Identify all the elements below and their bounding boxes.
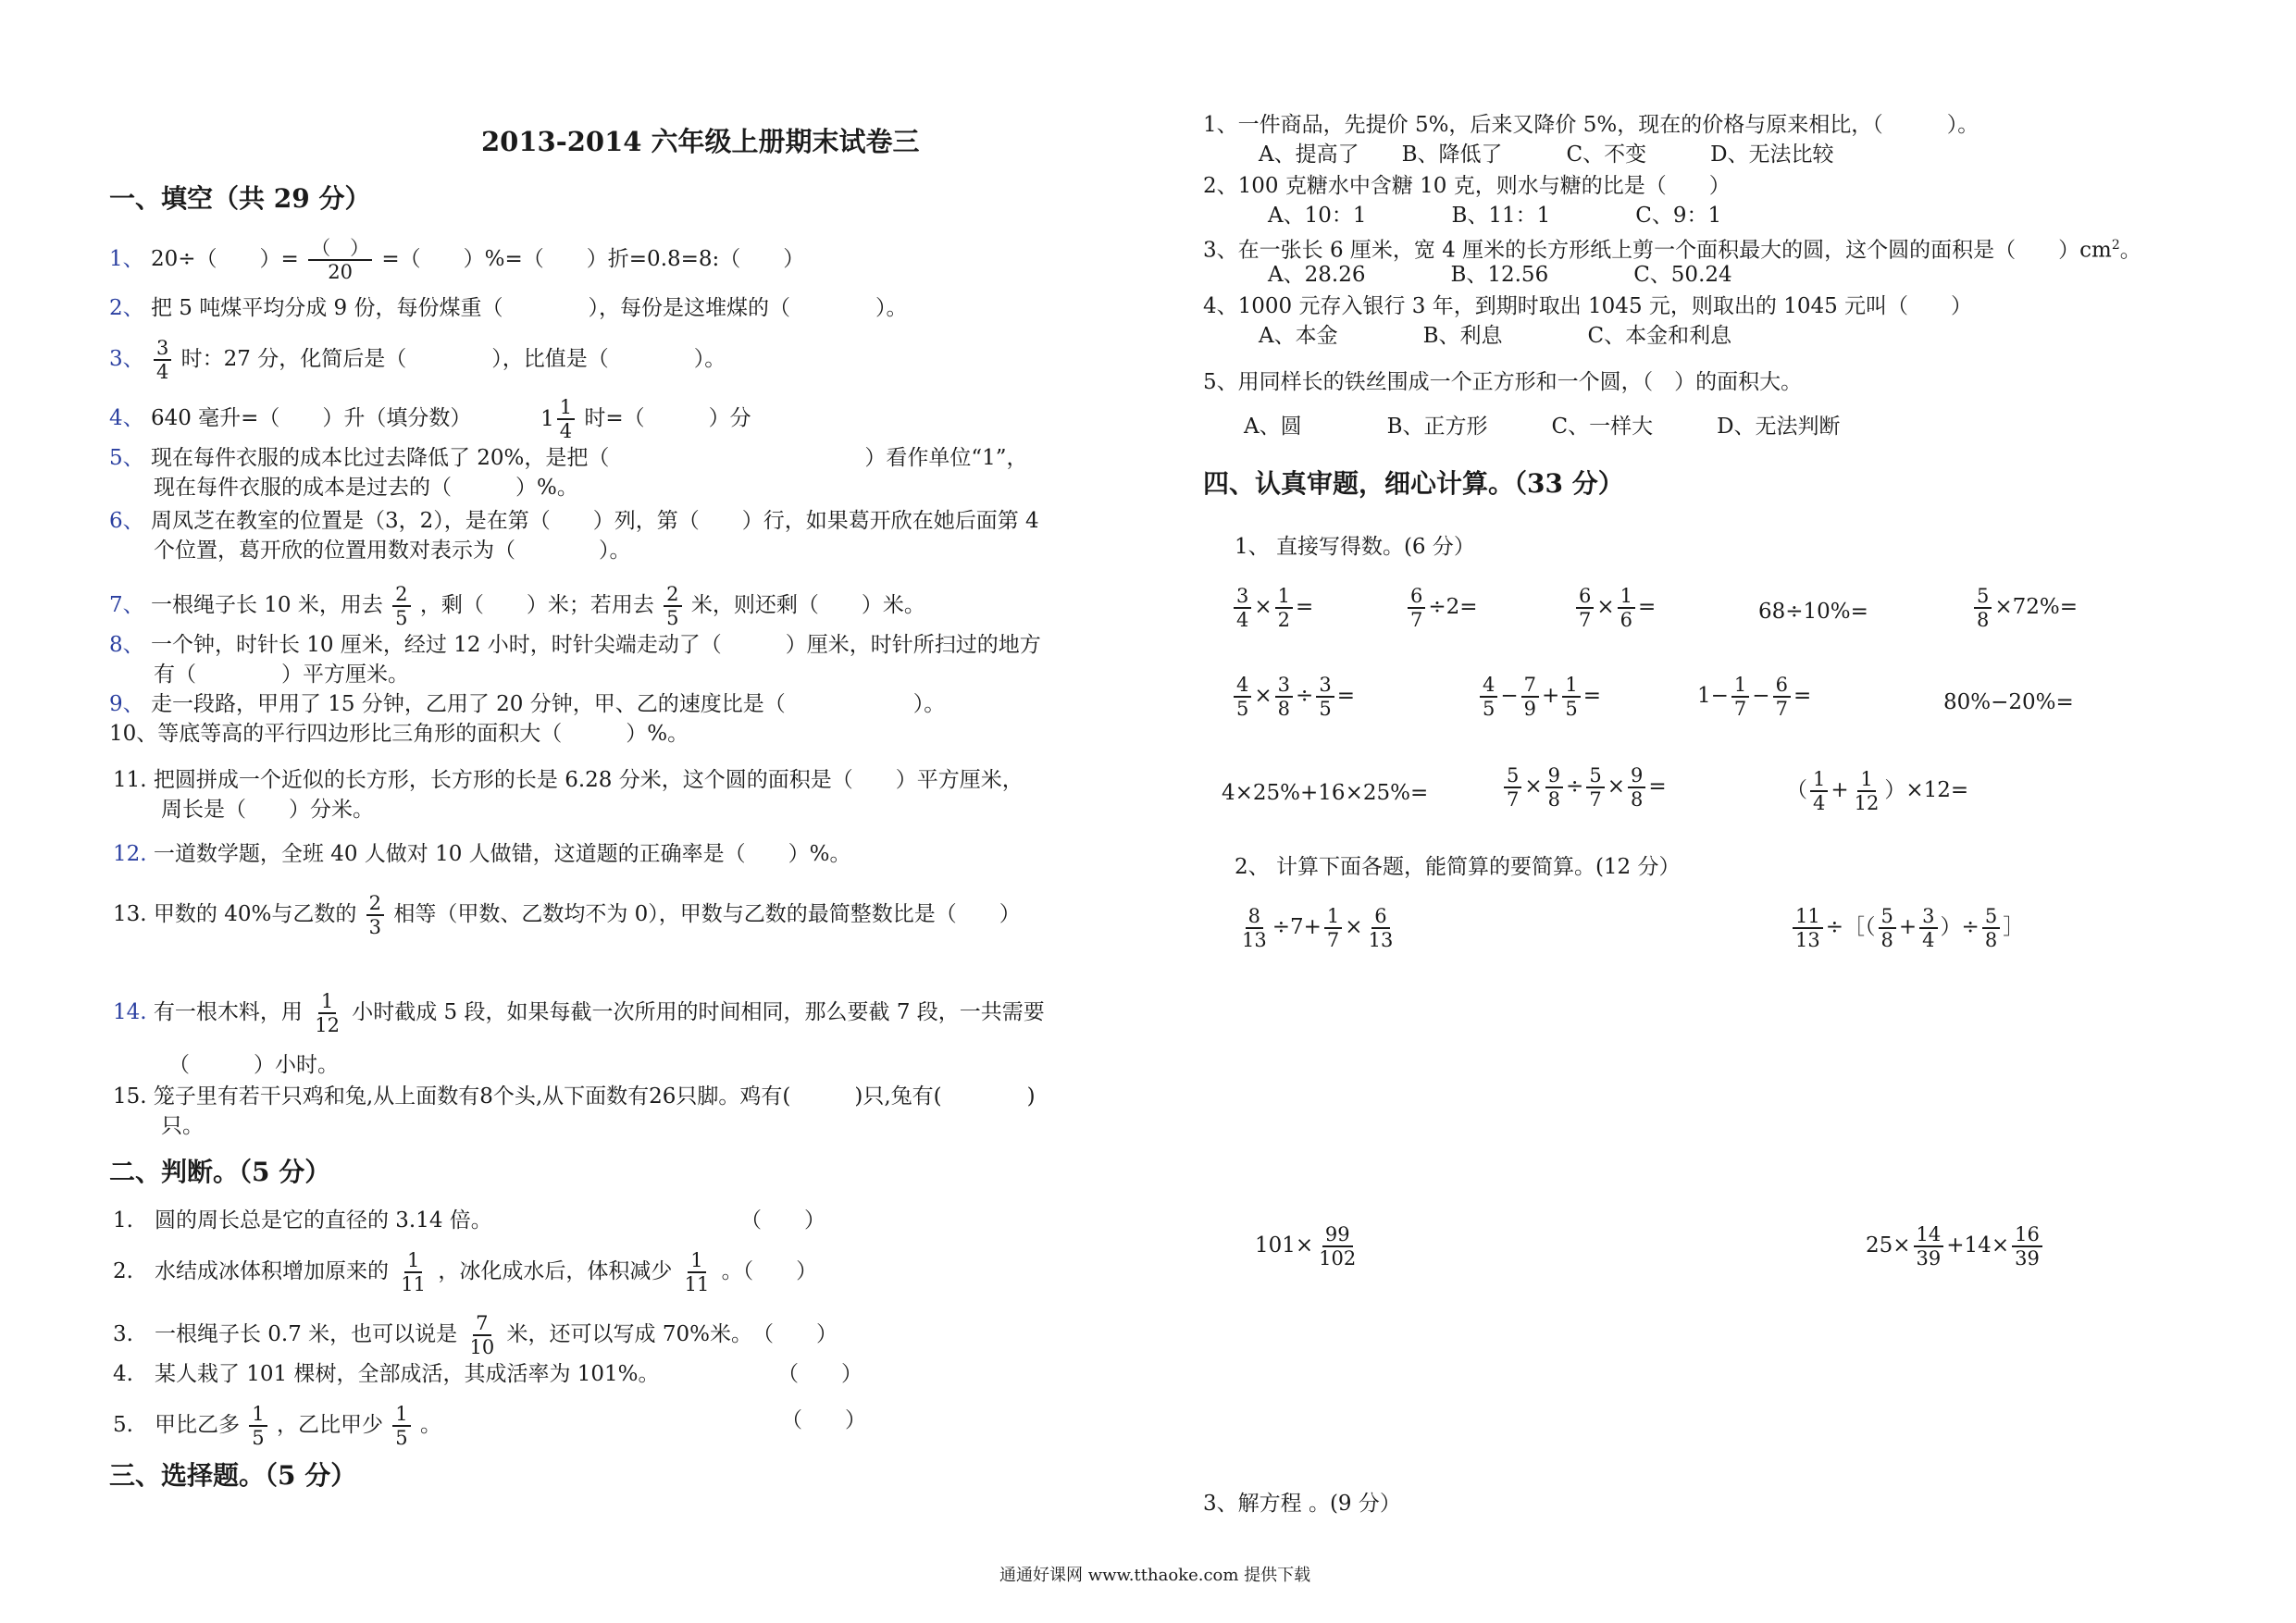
- calc-1-4: 68÷10%=: [1758, 600, 1868, 624]
- question-5: 5、 现在每件衣服的成本比过去降低了 20%，是把（ ）看作单位“1”，: [109, 446, 1028, 470]
- judge-1: 1. 圆的周长总是它的直径的 3.14 倍。: [113, 1208, 492, 1233]
- choice-1: 1、一件商品，先提价 5%，后来又降价 5%，现在的价格与原来相比，（ ）。: [1203, 113, 1980, 137]
- question-13: 13. 甲数的 40%与乙数的 $\frac{2}{3}$ 相等（甲数、乙数均不为 0），甲数与乙数的最简整数比是（ ）: [113, 892, 1021, 938]
- choice-2: 2、100 克糖水中含糖 10 克，则水与糖的比是（ ）: [1203, 174, 1731, 198]
- calc-1-3: $\frac{6}{7}$ × $\frac{1}{6}$ =: [1573, 585, 1656, 631]
- calc-3-2: $\frac{5}{7}$ × $\frac{9}{8}$ ÷ $\frac{5}{7}$ × $\frac{9}{8}$ =: [1501, 764, 1667, 811]
- judge-3: 3. 一根绳子长 0.7 米，也可以说是 $\frac{7}{10}$ 米，还可以写成 70%米。 （ ）: [113, 1312, 838, 1358]
- choice-1-options: A、提高了 B、降低了 C、不变 D、无法比较: [1259, 142, 1834, 167]
- question-10: 10、等底等高的平行四边形比三角形的面积大（ ）%。: [109, 722, 689, 746]
- calc-1-1: $\frac{3}{4}$ × $\frac{1}{2}$ =: [1231, 585, 1313, 631]
- question-2: 2、 把 5 吨煤平均分成 9 份，每份煤重（ ），每份是这堆煤的（ ）。: [109, 296, 908, 320]
- compute-1: $\frac{8}{13}$ ÷7+ $\frac{1}{7}$ × $\frac{6}{13}$: [1242, 905, 1394, 951]
- question-15-line2: 只。: [161, 1114, 204, 1138]
- judge-4: 4. 某人栽了 101 棵树，全部成活，其成活率为 101%。: [113, 1362, 660, 1386]
- question-8-line2: 有（ ）平方厘米。: [154, 663, 409, 687]
- judge-5-paren: （ ）: [781, 1408, 866, 1432]
- choice-4-options: A、本金 B、利息 C、本金和利息: [1259, 324, 1732, 348]
- question-3: 3、 $\frac{3}{4}$ 时：27 分，化简后是（ ），比值是（ ）。: [109, 337, 726, 383]
- choice-2-options: A、10：1 B、11：1 C、9：1: [1268, 204, 1722, 228]
- part-3-heading: 3、解方程 。(9 分）: [1203, 1492, 1401, 1516]
- calc-3-1: 4×25%+16×25%=: [1222, 781, 1429, 805]
- calc-1-2: $\frac{6}{7}$ ÷2=: [1405, 585, 1478, 631]
- part-1-heading: 1、 直接写得数。(6 分）: [1235, 535, 1475, 559]
- question-9: 9、 走一段路，甲用了 15 分钟，乙用了 20 分钟，甲、乙的速度比是（ ）。: [109, 692, 946, 716]
- question-15: 15. 笼子里有若干只鸡和兔,从上面数有8个头,从下面数有26只脚。鸡有( )只,兔有( ): [113, 1084, 1036, 1109]
- question-8: 8、 一个钟，时针长 10 厘米，经过 12 小时，时针尖端走动了（ ）厘米，时针所扫过的地方: [109, 633, 1041, 657]
- exam-title: 2013-2014 六年级上册期末试卷三: [481, 126, 920, 157]
- section-fill-in: 一、填空（共 29 分）: [109, 183, 371, 214]
- compute-3: 101× $\frac{99}{102}$: [1255, 1223, 1357, 1270]
- question-11-line2: 周长是（ ）分米。: [161, 798, 374, 822]
- question-1: 1、 20÷（ ）= $\frac{( )}{20}$ =（ ）%=（ ）折=0.8=8:（ ）: [109, 237, 805, 283]
- compute-4: 25× $\frac{14}{39}$ +14× $\frac{16}{39}$: [1866, 1223, 2045, 1270]
- choice-4: 4、1000 元存入银行 3 年，到期时取出 1045 元，则取出的 1045 元叫（ ）: [1203, 294, 1973, 318]
- fraction: $\frac{3}{4}$: [154, 337, 171, 383]
- judge-5: 5. 甲比乙多 $\frac{1}{5}$ ，乙比甲少 $\frac{1}{5}$ 。: [113, 1403, 441, 1449]
- question-7: 7、 一根绳子长 10 米，用去 $\frac{2}{5}$ ，剩（ ）米；若用去 $\frac{2}{5}$ 米，则还剩（ ）米。: [109, 583, 925, 629]
- choice-3: 3、在一张长 6 厘米，宽 4 厘米的长方形纸上剪一个面积最大的圆，这个圆的面积是（ ）$cm^2$。: [1203, 238, 2141, 263]
- calc-2-1: $\frac{4}{5}$ × $\frac{3}{8}$ ÷ $\frac{3}{5}$ =: [1231, 674, 1355, 720]
- fraction: $\frac{( )}{20}$: [308, 237, 372, 283]
- section-choice: 三、选择题。（5 分）: [109, 1460, 357, 1491]
- question-6: 6、 周凤芝在教室的位置是（3，2），是在第（ ）列，第（ ）行，如果葛开欣在她后面第 4: [109, 509, 1039, 533]
- choice-5: 5、用同样长的铁丝围成一个正方形和一个圆，（ ）的面积大。: [1203, 370, 1803, 394]
- question-14: 14. 有一根木料，用 $\frac{1}{12}$ 小时截成 5 段，如果每截一次所用的时间相同，那么要截 7 段，一共需要: [113, 990, 1045, 1036]
- section-calculation: 四、认真审题，细心计算。（33 分）: [1203, 468, 1624, 499]
- judge-2: 2. 水结成冰体积增加原来的 $\frac{1}{11}$ ，冰化成水后，体积减少 $\frac{1}{11}$ 。（ ）: [113, 1249, 818, 1295]
- question-6-line2: 个位置，葛开欣的位置用数对表示为（ ）。: [154, 539, 631, 563]
- question-11: 11. 把圆拼成一个近似的长方形，长方形的长是 6.28 分米，这个圆的面积是（ ）平方厘米，: [113, 768, 1024, 792]
- calc-3-3: （ $\frac{1}{4}$ + $\frac{1}{12}$ ）×12=: [1786, 768, 1969, 814]
- calc-1-5: $\frac{5}{8}$ ×72%=: [1971, 585, 2078, 631]
- calc-2-2: $\frac{4}{5}$ − $\frac{7}{9}$ + $\frac{1}{5}$ =: [1477, 674, 1601, 720]
- question-12: 12. 一道数学题，全班 40 人做对 10 人做错，这道题的正确率是（ ）%。: [113, 842, 851, 866]
- question-14-line2: （ ）小时。: [168, 1053, 339, 1077]
- judge-1-paren: （ ）: [740, 1208, 825, 1233]
- mixed-number: 1 $\frac{1}{4}$: [540, 396, 577, 442]
- footer-credit: 通通好课网 www.tthaoke.com 提供下载: [999, 1566, 1311, 1585]
- calc-2-4: 80%−20%=: [1943, 690, 2074, 714]
- section-judge: 二、判断。（5 分）: [109, 1157, 331, 1187]
- compute-2: $\frac{11}{13}$ ÷［（ $\frac{5}{8}$ + $\frac{3}{4}$ ）÷ $\frac{5}{8}$ ］: [1790, 905, 2024, 951]
- question-5-line2: 现在每件衣服的成本是过去的（ ）%。: [154, 476, 578, 500]
- choice-5-options: A、圆 B、正方形 C、一样大 D、无法判断: [1244, 415, 1841, 439]
- question-4: 4、 640 毫升=（ ）升（填分数） 1 $\frac{1}{4}$ 时=（ ）分: [109, 396, 751, 442]
- choice-3-options: A、28.26 B、12.56 C、50.24: [1268, 263, 1732, 287]
- part-2-heading: 2、 计算下面各题，能简算的要简算。(12 分）: [1235, 855, 1681, 879]
- calc-2-3: 1− $\frac{1}{7}$ − $\frac{6}{7}$ =: [1697, 674, 1812, 720]
- judge-4-paren: （ ）: [777, 1362, 863, 1386]
